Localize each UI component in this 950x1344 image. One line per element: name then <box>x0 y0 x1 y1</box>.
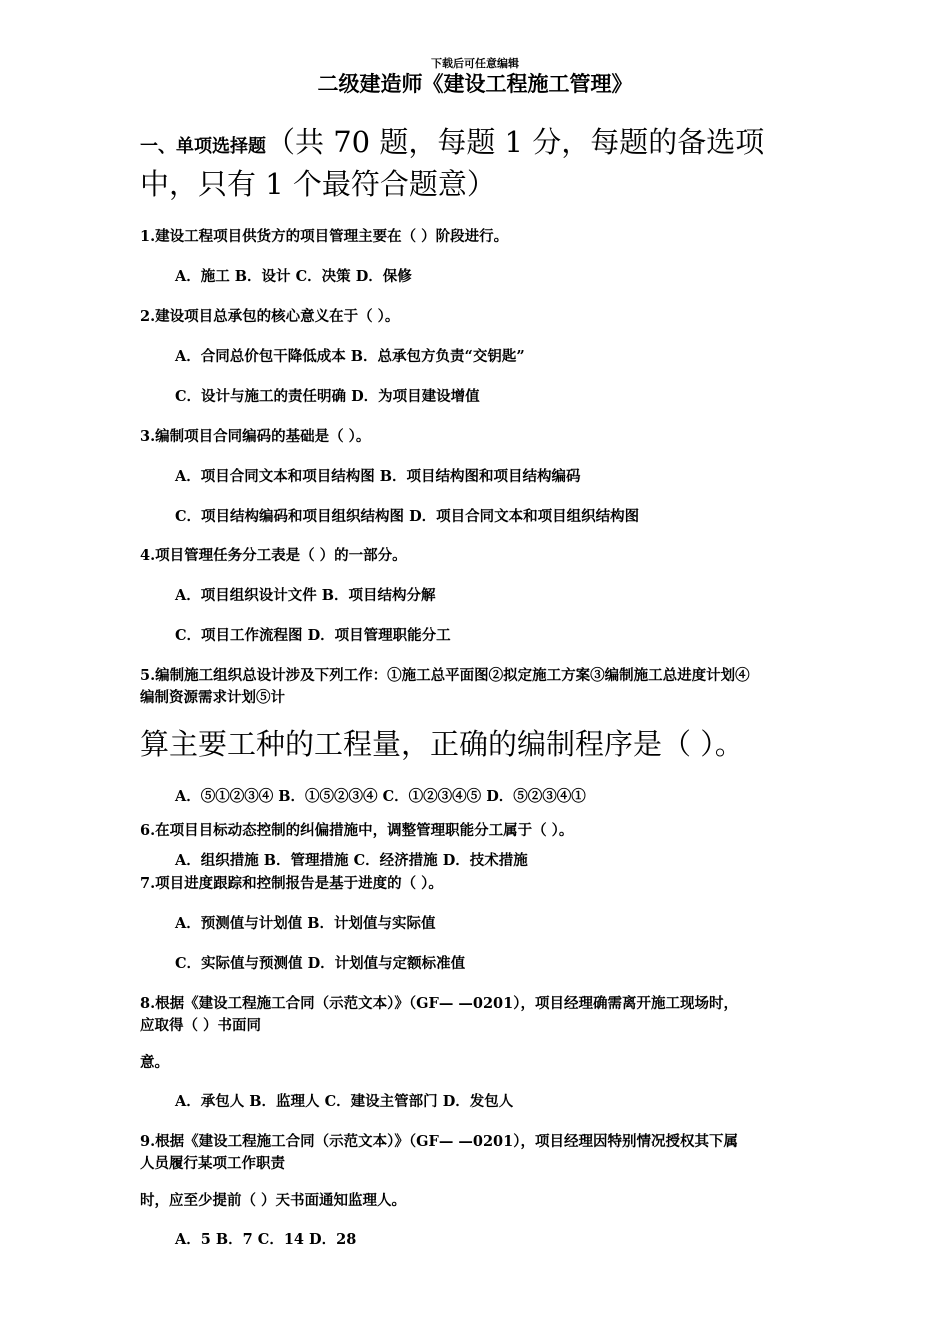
question-9-stem-line1: 9.根据《建设工程施工合同（示范文本）》（GF— —0201），项目经理因特别情况授权其下属 <box>140 1133 738 1150</box>
question-3-stem: 3.编制项目合同编码的基础是（ ）。 <box>140 428 371 445</box>
question-5-options: A．⑤①②③④ B．①⑤②③④ C．①②③④⑤ D．⑤②③④① <box>175 788 586 805</box>
question-9-options: A．5 B．7 C．14 D．28 <box>175 1231 357 1248</box>
question-5-stem-line3: 算主要工种的工程量，正确的编制程序是（ ）。 <box>140 727 744 761</box>
question-4-stem: 4.项目管理任务分工表是（ ）的一部分。 <box>140 547 407 564</box>
question-3-options-row2: C．项目结构编码和项目组织结构图 D．项目合同文本和项目组织结构图 <box>175 508 640 525</box>
question-8-options: A．承包人 B．监理人 C．建设主管部门 D．发包人 <box>175 1093 514 1110</box>
question-6-stem: 6.在项目目标动态控制的纠偏措施中，调整管理职能分工属于（ ）。 <box>140 822 574 839</box>
section-title-line2: 中，只有 1 个最符合题意） <box>140 167 496 201</box>
question-6-options: A．组织措施 B．管理措施 C．经济措施 D．技术措施 <box>175 852 528 869</box>
question-2-stem: 2.建设项目总承包的核心意义在于（ ）。 <box>140 308 400 325</box>
question-2-options-row1: A．合同总价包干降低成本 B．总承包方负责“交钥匙” <box>175 348 525 365</box>
section-lead: 一、单项选择题 <box>140 136 266 157</box>
question-3-options-row1: A．项目合同文本和项目结构图 B．项目结构图和项目结构编码 <box>175 468 581 485</box>
question-8-stem-line2: 应取得（ ）书面同 <box>140 1017 262 1034</box>
question-7-options-row2: C．实际值与预测值 D．计划值与定额标准值 <box>175 955 466 972</box>
question-5-stem-line1: 5.编制施工组织总设计涉及下列工作：①施工总平面图②拟定施工方案③编制施工总进度计划④ <box>140 667 750 684</box>
question-2-options-row2: C．设计与施工的责任明确 D．为项目建设增值 <box>175 388 480 405</box>
question-8-stem-line1: 8.根据《建设工程施工合同（示范文本）》（GF— —0201），项目经理确需离开施工现场时， <box>140 995 738 1012</box>
question-5-stem-line2: 编制资源需求计划⑤计 <box>140 689 285 706</box>
section-title-rest: （共 70 题，每题 1 分，每题的备选项 <box>266 125 765 159</box>
document-title: 二级建造师《建设工程施工管理》 <box>317 71 633 96</box>
question-8-stem-line3: 意。 <box>140 1054 169 1071</box>
question-9-stem-line3: 时，应至少提前（ ）天书面通知监理人。 <box>140 1192 407 1209</box>
question-4-options-row2: C．项目工作流程图 D．项目管理职能分工 <box>175 627 451 644</box>
question-1-options: A．施工 B．设计 C．决策 D．保修 <box>175 268 412 285</box>
header-note: 下载后可任意编辑 <box>431 57 519 70</box>
question-9-stem-line2: 人员履行某项工作职责 <box>140 1155 285 1172</box>
question-1-stem: 1.建设工程项目供货方的项目管理主要在（ ）阶段进行。 <box>140 228 509 245</box>
question-7-stem: 7.项目进度跟踪和控制报告是基于进度的（ ）。 <box>140 875 443 892</box>
question-7-options-row1: A．预测值与计划值 B．计划值与实际值 <box>175 915 436 932</box>
question-4-options-row1: A．项目组织设计文件 B．项目结构分解 <box>175 587 436 604</box>
